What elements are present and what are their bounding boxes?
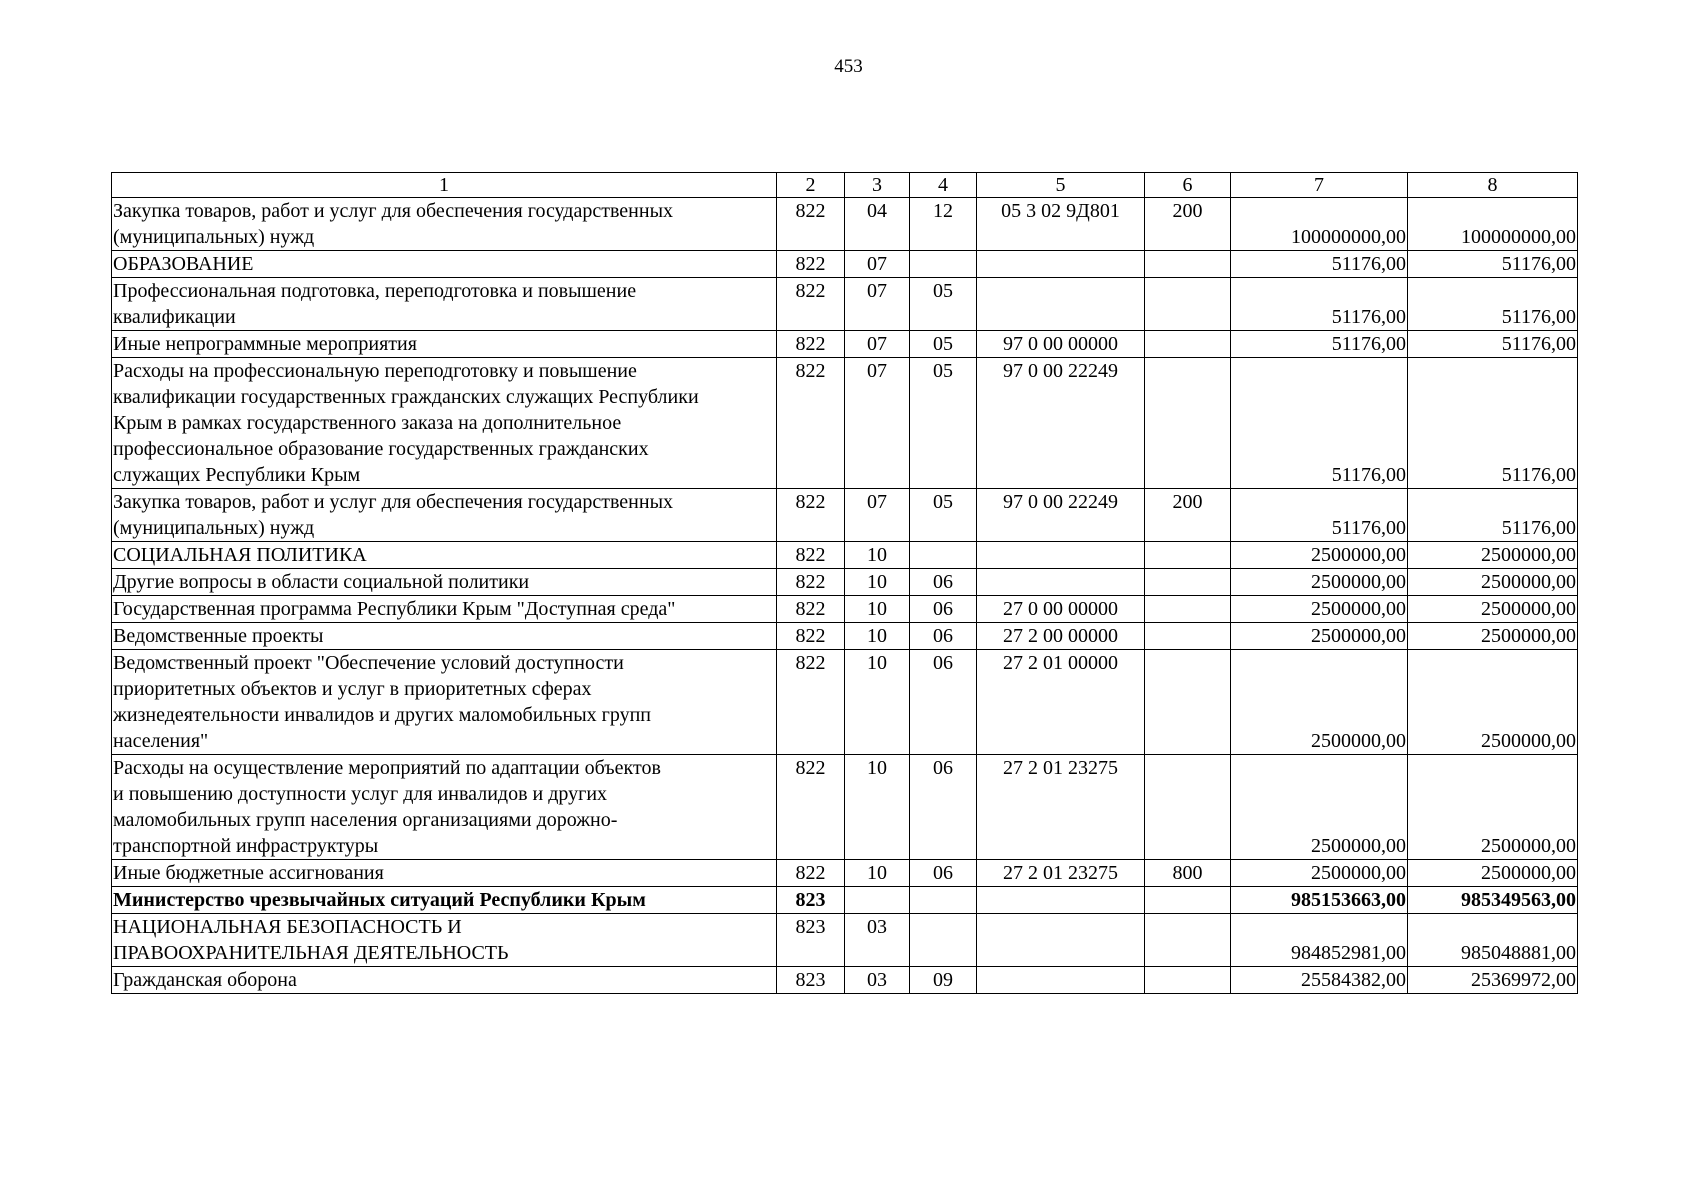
row-code-cell	[977, 914, 1145, 967]
row-code-cell: 10	[845, 596, 910, 623]
table-header-row	[112, 173, 1578, 198]
row-code-cell: 822	[777, 860, 845, 887]
row-code-cell: 27 2 01 00000	[977, 650, 1145, 755]
row-code-cell: 822	[777, 358, 845, 489]
table-row	[112, 860, 1578, 887]
row-sum-cell: 2500000,00	[1231, 569, 1408, 596]
row-name-cell: ОБРАЗОВАНИЕ	[112, 251, 777, 278]
row-code-cell	[1145, 914, 1231, 967]
table-row	[112, 650, 1578, 755]
row-sum-cell: 2500000,00	[1231, 755, 1408, 860]
row-code-cell: 05	[910, 489, 977, 542]
row-code-cell: 800	[1145, 860, 1231, 887]
row-sum-cell: 25584382,00	[1231, 967, 1408, 994]
row-code-cell: 10	[845, 755, 910, 860]
row-code-cell	[1145, 251, 1231, 278]
column-header: 2	[777, 173, 845, 198]
row-sum-cell: 51176,00	[1231, 358, 1408, 489]
row-code-cell: 27 2 01 23275	[977, 755, 1145, 860]
row-code-cell	[1145, 967, 1231, 994]
row-sum-cell: 2500000,00	[1408, 569, 1578, 596]
page-number: 453	[834, 56, 863, 77]
row-code-cell: 10	[845, 542, 910, 569]
row-code-cell: 09	[910, 967, 977, 994]
row-name-cell: Профессиональная подготовка, переподготовка и повышение квалификации	[112, 278, 777, 331]
row-code-cell: 05	[910, 331, 977, 358]
row-name-cell: Иные непрограммные мероприятия	[112, 331, 777, 358]
row-sum-cell: 51176,00	[1408, 278, 1578, 331]
table-row	[112, 331, 1578, 358]
row-sum-cell: 2500000,00	[1408, 596, 1578, 623]
row-code-cell: 10	[845, 860, 910, 887]
table-row	[112, 358, 1578, 489]
column-header: 8	[1408, 173, 1578, 198]
row-code-cell: 06	[910, 755, 977, 860]
row-name-cell: Иные бюджетные ассигнования	[112, 860, 777, 887]
row-name-cell: Расходы на профессиональную переподготовку и повышение квалификации государственных гражданских служащих Республики Крым в рамках государственного заказа на дополнительное профессиональное образование государственных гражданских служащих Республики Крым	[112, 358, 777, 489]
row-sum-cell: 2500000,00	[1408, 542, 1578, 569]
row-code-cell	[910, 914, 977, 967]
row-code-cell: 27 2 01 23275	[977, 860, 1145, 887]
row-code-cell: 27 0 00 00000	[977, 596, 1145, 623]
column-header: 7	[1231, 173, 1408, 198]
row-code-cell: 27 2 00 00000	[977, 623, 1145, 650]
row-sum-cell: 51176,00	[1408, 489, 1578, 542]
row-name-cell: Расходы на осуществление мероприятий по адаптации объектов и повышению доступности услуг для инвалидов и других маломобильных групп населения организациями дорожно- транспортной инфраструктуры	[112, 755, 777, 860]
row-code-cell	[1145, 755, 1231, 860]
row-name-cell: Министерство чрезвычайных ситуаций Республики Крым	[112, 887, 777, 914]
row-name-cell: Ведомственный проект "Обеспечение условий доступности приоритетных объектов и услуг в приоритетных сферах жизнедеятельности инвалидов и других маломобильных групп населения"	[112, 650, 777, 755]
row-code-cell: 06	[910, 569, 977, 596]
row-code-cell: 04	[845, 198, 910, 251]
row-code-cell: 05	[910, 358, 977, 489]
row-code-cell	[977, 569, 1145, 596]
table-row	[112, 489, 1578, 542]
row-code-cell: 97 0 00 00000	[977, 331, 1145, 358]
row-code-cell	[845, 887, 910, 914]
row-code-cell	[1145, 331, 1231, 358]
row-code-cell: 822	[777, 489, 845, 542]
table-row	[112, 569, 1578, 596]
row-code-cell: 822	[777, 623, 845, 650]
row-code-cell	[910, 542, 977, 569]
row-name-cell: Ведомственные проекты	[112, 623, 777, 650]
row-code-cell	[1145, 650, 1231, 755]
row-code-cell: 97 0 00 22249	[977, 489, 1145, 542]
row-code-cell: 97 0 00 22249	[977, 358, 1145, 489]
row-sum-cell: 2500000,00	[1408, 623, 1578, 650]
row-code-cell: 200	[1145, 198, 1231, 251]
row-name-cell: НАЦИОНАЛЬНАЯ БЕЗОПАСНОСТЬ И ПРАВООХРАНИТЕЛЬНАЯ ДЕЯТЕЛЬНОСТЬ	[112, 914, 777, 967]
table-row	[112, 755, 1578, 860]
row-code-cell: 200	[1145, 489, 1231, 542]
row-sum-cell: 51176,00	[1408, 358, 1578, 489]
row-code-cell: 10	[845, 623, 910, 650]
row-sum-cell: 51176,00	[1231, 331, 1408, 358]
table-row	[112, 967, 1578, 994]
table-row	[112, 623, 1578, 650]
row-code-cell: 07	[845, 278, 910, 331]
row-code-cell	[977, 278, 1145, 331]
row-code-cell: 06	[910, 650, 977, 755]
row-code-cell: 822	[777, 542, 845, 569]
column-header: 1	[112, 173, 777, 198]
row-sum-cell: 100000000,00	[1408, 198, 1578, 251]
row-sum-cell: 51176,00	[1408, 331, 1578, 358]
row-sum-cell: 2500000,00	[1231, 623, 1408, 650]
row-code-cell	[1145, 887, 1231, 914]
row-code-cell: 823	[777, 887, 845, 914]
row-code-cell: 05 3 02 9Д801	[977, 198, 1145, 251]
row-sum-cell: 2500000,00	[1231, 596, 1408, 623]
row-code-cell: 07	[845, 489, 910, 542]
row-sum-cell: 51176,00	[1408, 251, 1578, 278]
row-sum-cell: 2500000,00	[1408, 650, 1578, 755]
row-code-cell: 822	[777, 198, 845, 251]
row-sum-cell: 51176,00	[1231, 251, 1408, 278]
row-code-cell: 07	[845, 251, 910, 278]
row-code-cell: 10	[845, 569, 910, 596]
table-row	[112, 198, 1578, 251]
row-code-cell	[910, 251, 977, 278]
row-code-cell	[977, 251, 1145, 278]
row-sum-cell: 2500000,00	[1231, 650, 1408, 755]
row-code-cell: 06	[910, 860, 977, 887]
row-code-cell: 822	[777, 278, 845, 331]
row-sum-cell: 2500000,00	[1231, 542, 1408, 569]
column-header: 6	[1145, 173, 1231, 198]
row-sum-cell: 51176,00	[1231, 489, 1408, 542]
row-code-cell	[1145, 569, 1231, 596]
row-sum-cell: 2500000,00	[1408, 755, 1578, 860]
row-code-cell: 822	[777, 331, 845, 358]
table-body	[112, 173, 1578, 994]
row-code-cell: 05	[910, 278, 977, 331]
row-name-cell: СОЦИАЛЬНАЯ ПОЛИТИКА	[112, 542, 777, 569]
table-row	[112, 887, 1578, 914]
row-code-cell: 03	[845, 967, 910, 994]
row-code-cell: 822	[777, 650, 845, 755]
column-header: 5	[977, 173, 1145, 198]
row-code-cell: 823	[777, 914, 845, 967]
row-code-cell	[1145, 623, 1231, 650]
row-code-cell: 07	[845, 358, 910, 489]
row-name-cell: Закупка товаров, работ и услуг для обеспечения государственных (муниципальных) нужд	[112, 198, 777, 251]
table-row	[112, 251, 1578, 278]
row-sum-cell: 984852981,00	[1231, 914, 1408, 967]
table-row	[112, 542, 1578, 569]
row-code-cell: 06	[910, 596, 977, 623]
row-code-cell: 12	[910, 198, 977, 251]
row-code-cell	[1145, 542, 1231, 569]
row-code-cell: 823	[777, 967, 845, 994]
column-header: 4	[910, 173, 977, 198]
row-sum-cell: 2500000,00	[1231, 860, 1408, 887]
row-sum-cell: 2500000,00	[1408, 860, 1578, 887]
row-sum-cell: 985048881,00	[1408, 914, 1578, 967]
row-code-cell: 822	[777, 596, 845, 623]
row-name-cell: Государственная программа Республики Крым "Доступная среда"	[112, 596, 777, 623]
row-code-cell: 07	[845, 331, 910, 358]
table-row	[112, 914, 1578, 967]
budget-table	[111, 172, 1578, 994]
row-sum-cell: 100000000,00	[1231, 198, 1408, 251]
row-code-cell	[910, 887, 977, 914]
row-code-cell: 06	[910, 623, 977, 650]
table-row	[112, 596, 1578, 623]
table-row	[112, 278, 1578, 331]
row-name-cell: Закупка товаров, работ и услуг для обеспечения государственных (муниципальных) нужд	[112, 489, 777, 542]
row-code-cell	[1145, 278, 1231, 331]
row-name-cell: Гражданская оборона	[112, 967, 777, 994]
row-code-cell	[977, 967, 1145, 994]
row-code-cell: 03	[845, 914, 910, 967]
row-sum-cell: 985153663,00	[1231, 887, 1408, 914]
row-sum-cell: 51176,00	[1231, 278, 1408, 331]
row-code-cell: 822	[777, 251, 845, 278]
row-code-cell	[1145, 596, 1231, 623]
row-code-cell: 822	[777, 755, 845, 860]
row-sum-cell: 985349563,00	[1408, 887, 1578, 914]
row-code-cell: 10	[845, 650, 910, 755]
row-code-cell: 822	[777, 569, 845, 596]
row-code-cell	[977, 887, 1145, 914]
column-header: 3	[845, 173, 910, 198]
row-name-cell: Другие вопросы в области социальной политики	[112, 569, 777, 596]
row-code-cell	[977, 542, 1145, 569]
row-code-cell	[1145, 358, 1231, 489]
row-sum-cell: 25369972,00	[1408, 967, 1578, 994]
